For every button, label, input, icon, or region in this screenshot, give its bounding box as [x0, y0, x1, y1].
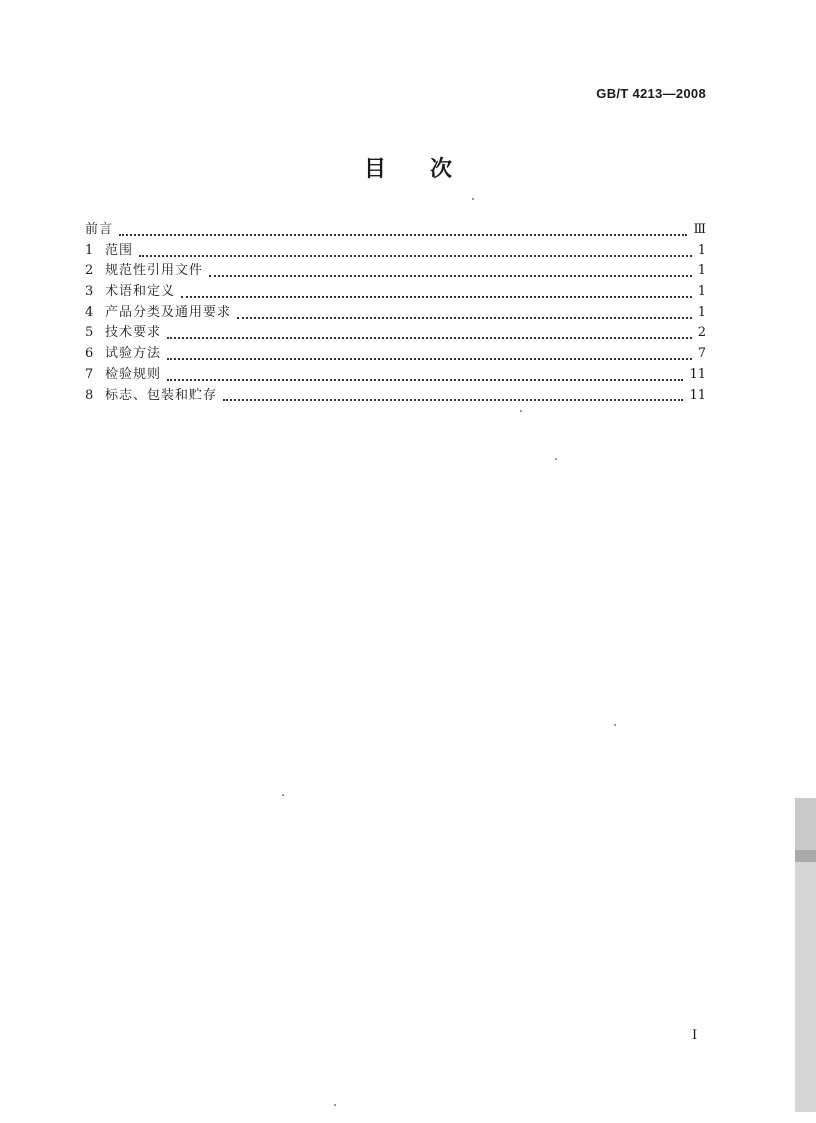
scan-edge-band — [795, 850, 816, 862]
toc-number: 3 — [85, 284, 94, 300]
toc-page-number: 2 — [697, 325, 706, 341]
toc-label: 标志、包装和贮存 — [105, 387, 218, 403]
toc-entry-normative-references[interactable] — [85, 261, 706, 282]
toc-page-number: 1 — [697, 242, 706, 258]
toc-page-number: 1 — [697, 263, 706, 279]
toc-entry-classification[interactable] — [85, 303, 706, 324]
leader-dots — [139, 254, 692, 257]
leader-dots — [237, 316, 692, 319]
leader-dots — [223, 398, 683, 401]
toc-page-number: 11 — [689, 387, 706, 403]
scan-edge-shadow-lower — [795, 862, 816, 1112]
toc-number: 8 — [85, 387, 94, 403]
toc-number: 4 — [85, 304, 94, 320]
leader-dots — [167, 378, 683, 381]
toc-entry-marking-packaging[interactable] — [85, 386, 706, 407]
toc-page-number: 1 — [697, 284, 706, 300]
leader-dots — [167, 357, 692, 360]
toc-label: 术语和定义 — [105, 284, 176, 300]
toc-label: 检验规则 — [105, 366, 162, 382]
footer-page-number: Ⅰ — [692, 1028, 698, 1043]
toc-entry-foreword[interactable] — [85, 220, 706, 241]
scan-speck — [614, 724, 616, 726]
toc-label: 规范性引用文件 — [105, 263, 204, 279]
scan-speck — [555, 458, 557, 460]
leader-dots — [209, 274, 692, 277]
scan-speck — [334, 1104, 336, 1106]
toc-entry-terms-definitions[interactable] — [85, 282, 706, 303]
leader-dots — [167, 336, 692, 339]
toc-page-number: 11 — [689, 366, 706, 382]
toc-label: 产品分类及通用要求 — [105, 304, 232, 320]
toc-label: 前言 — [85, 222, 114, 237]
scan-speck — [520, 410, 522, 412]
toc-number: 2 — [85, 263, 94, 279]
toc-page-number: Ⅲ — [693, 222, 706, 237]
toc-label: 范围 — [105, 242, 134, 258]
title-char-2: 次 — [430, 157, 453, 182]
toc-label: 技术要求 — [105, 325, 162, 341]
page-title — [0, 152, 816, 183]
toc-number: 5 — [85, 325, 94, 341]
table-of-contents — [85, 220, 706, 406]
toc-entry-test-methods[interactable] — [85, 344, 706, 365]
toc-entry-scope[interactable] — [85, 241, 706, 262]
toc-label: 试验方法 — [105, 346, 162, 362]
toc-entry-inspection-rules[interactable] — [85, 365, 706, 386]
scan-edge-shadow — [795, 798, 816, 850]
toc-number: 1 — [85, 242, 94, 258]
toc-entry-technical-requirements[interactable] — [85, 323, 706, 344]
scan-speck — [282, 794, 284, 796]
toc-number: 6 — [85, 346, 94, 362]
toc-page-number: 1 — [697, 304, 706, 320]
leader-dots — [181, 295, 692, 298]
standard-code: GB/T 4213—2008 — [596, 86, 706, 101]
scan-speck — [472, 198, 474, 200]
toc-page-number: 7 — [697, 346, 706, 362]
toc-number: 7 — [85, 366, 94, 382]
leader-dots — [119, 233, 687, 236]
title-char-1: 目 — [363, 157, 386, 182]
